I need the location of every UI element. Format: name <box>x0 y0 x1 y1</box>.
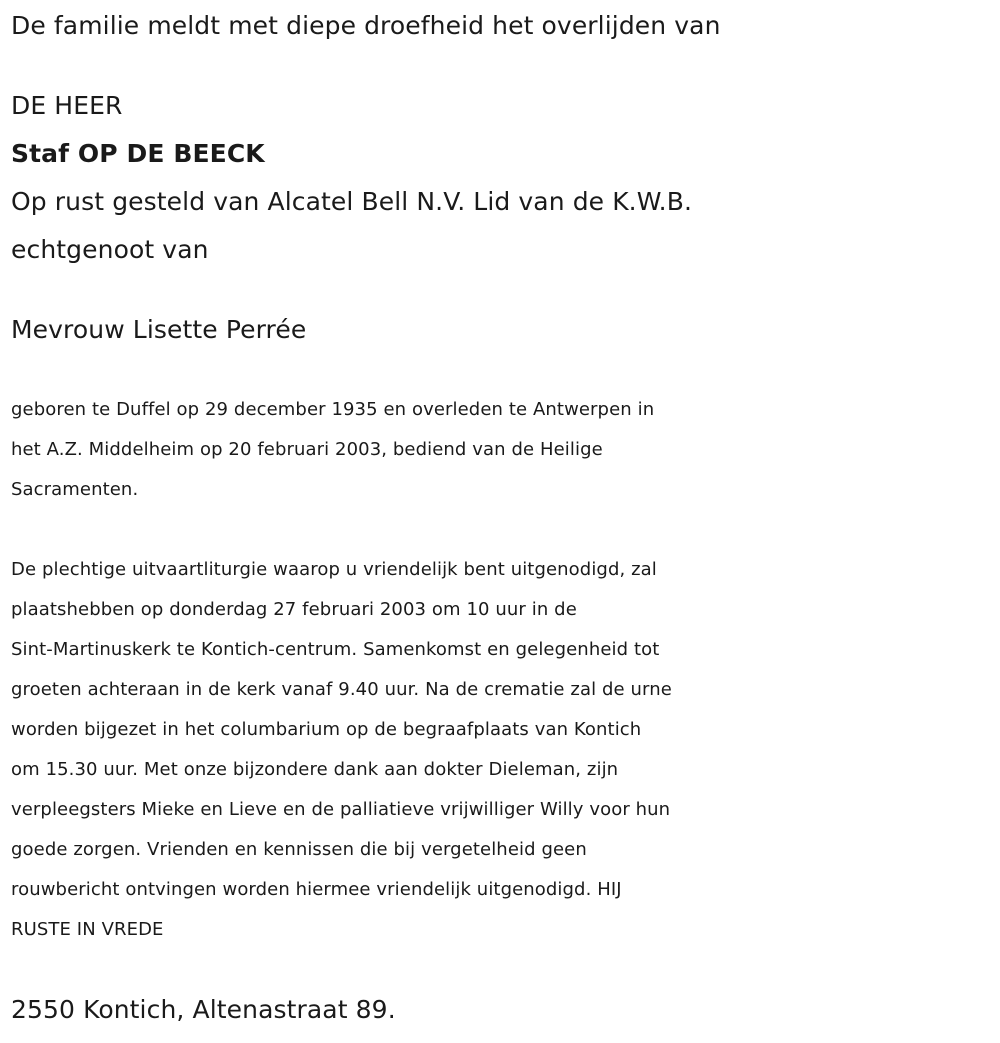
funeral-paragraph <box>11 550 996 950</box>
occupation-text: Op rust gesteld van Alcatel Bell N.V. Lid van de K.W.B. <box>11 187 693 216</box>
birth-death-paragraph <box>11 390 996 510</box>
deceased-name: Staf OP DE BEECK <box>11 139 265 168</box>
spouse-name: Mevrouw Lisette Perrée <box>11 315 307 344</box>
paragraph-line: De plechtige uitvaartliturgie waarop u vriendelijk bent uitgenodigd, zal <box>11 559 657 580</box>
paragraph-line: geboren te Duffel op 29 december 1935 en overleden te Antwerpen in <box>11 399 655 420</box>
paragraph-line: Sint-Martinuskerk te Kontich-centrum. Samenkomst en gelegenheid tot <box>11 639 660 660</box>
paragraph-line: het A.Z. Middelheim op 20 februari 2003, bediend van de Heilige <box>11 439 603 460</box>
paragraph-line: om 15.30 uur. Met onze bijzondere dank aan dokter Dieleman, zijn <box>11 759 619 780</box>
intro-text: De familie meldt met diepe droefheid het overlijden van <box>11 11 721 40</box>
spouse-label: echtgenoot van <box>11 235 209 264</box>
paragraph-line: groeten achteraan in de kerk vanaf 9.40 uur. Na de crematie zal de urne <box>11 679 672 700</box>
paragraph-line: verpleegsters Mieke en Lieve en de palliatieve vrijwilliger Willy voor hun <box>11 799 671 820</box>
address-text: 2550 Kontich, Altenastraat 89. <box>11 995 396 1024</box>
salutation: DE HEER <box>11 91 123 120</box>
paragraph-line: plaatshebben op donderdag 27 februari 2003 om 10 uur in de <box>11 599 577 620</box>
paragraph-line: Sacramenten. <box>11 479 139 500</box>
paragraph-line: goede zorgen. Vrienden en kennissen die bij vergetelheid geen <box>11 839 587 860</box>
paragraph-line: RUSTE IN VREDE <box>11 919 164 940</box>
paragraph-line: rouwbericht ontvingen worden hiermee vriendelijk uitgenodigd. HIJ <box>11 879 622 900</box>
paragraph-line: worden bijgezet in het columbarium op de begraafplaats van Kontich <box>11 719 642 740</box>
